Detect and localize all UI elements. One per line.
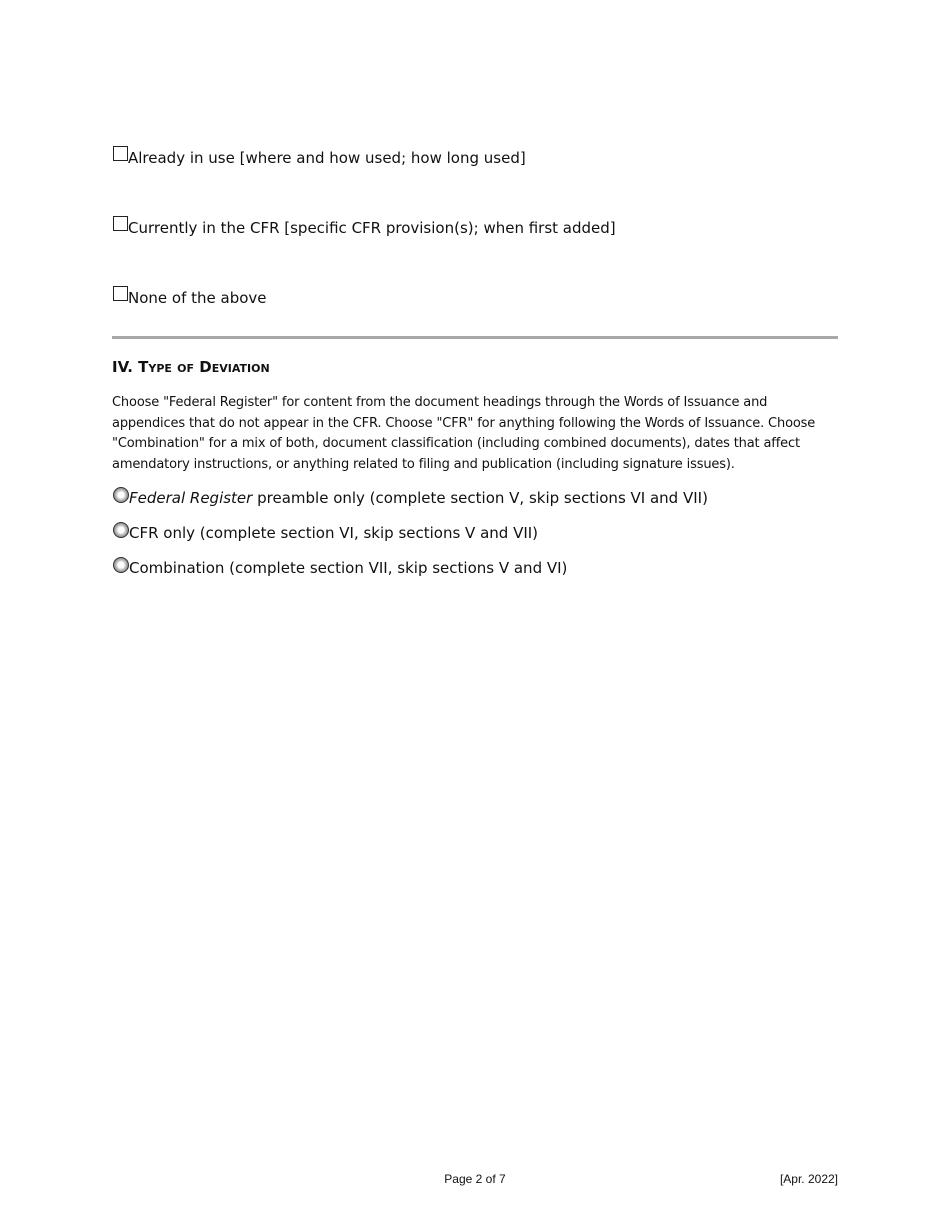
section-divider bbox=[112, 336, 838, 339]
section-title: IV. Type of Deviation bbox=[112, 358, 270, 376]
checkbox-square-icon[interactable] bbox=[113, 146, 128, 161]
radio-label: Combination (complete section VII, skip sections V and VI) bbox=[129, 559, 568, 577]
checkbox-currently-in-cfr[interactable] bbox=[113, 219, 616, 237]
checkbox-none-of-the-above[interactable] bbox=[113, 289, 267, 307]
radio-label-text: preamble only (complete section V, skip sections VI and VII) bbox=[252, 489, 708, 507]
page-number: Page 2 of 7 bbox=[444, 1172, 506, 1186]
checkbox-label: None of the above bbox=[128, 289, 267, 307]
radio-label bbox=[129, 489, 708, 507]
radio-button-icon[interactable] bbox=[113, 557, 129, 573]
radio-label: CFR only (complete section VI, skip sections V and VII) bbox=[129, 524, 539, 542]
radio-label-emphasis: Federal Register bbox=[129, 489, 253, 507]
radio-combination[interactable] bbox=[113, 559, 567, 577]
checkbox-square-icon[interactable] bbox=[113, 216, 128, 231]
checkbox-label: Already in use [where and how used; how long used] bbox=[128, 149, 526, 167]
section-description: Choose "Federal Register" for content from the document headings through the Words of Issuance and appendices that do not appear in the CFR. Choose "CFR" for anything following the Words of Issuance. Choose "Combination" for a mix of both, document classification (including combined documents), dates that affect amendatory instructions, or anything related to filing and publication (including signature issues). bbox=[112, 395, 816, 472]
radio-button-icon[interactable] bbox=[113, 522, 129, 538]
radio-cfr-only[interactable] bbox=[113, 524, 538, 542]
checkbox-square-icon[interactable] bbox=[113, 286, 128, 301]
revision-date: [Apr. 2022] bbox=[779, 1172, 838, 1186]
radio-federal-register-only[interactable] bbox=[113, 489, 708, 507]
radio-button-icon[interactable] bbox=[113, 487, 129, 503]
checkbox-label: Currently in the CFR [specific CFR provision(s); when first added] bbox=[128, 219, 616, 237]
checkbox-already-in-use[interactable] bbox=[113, 149, 526, 167]
